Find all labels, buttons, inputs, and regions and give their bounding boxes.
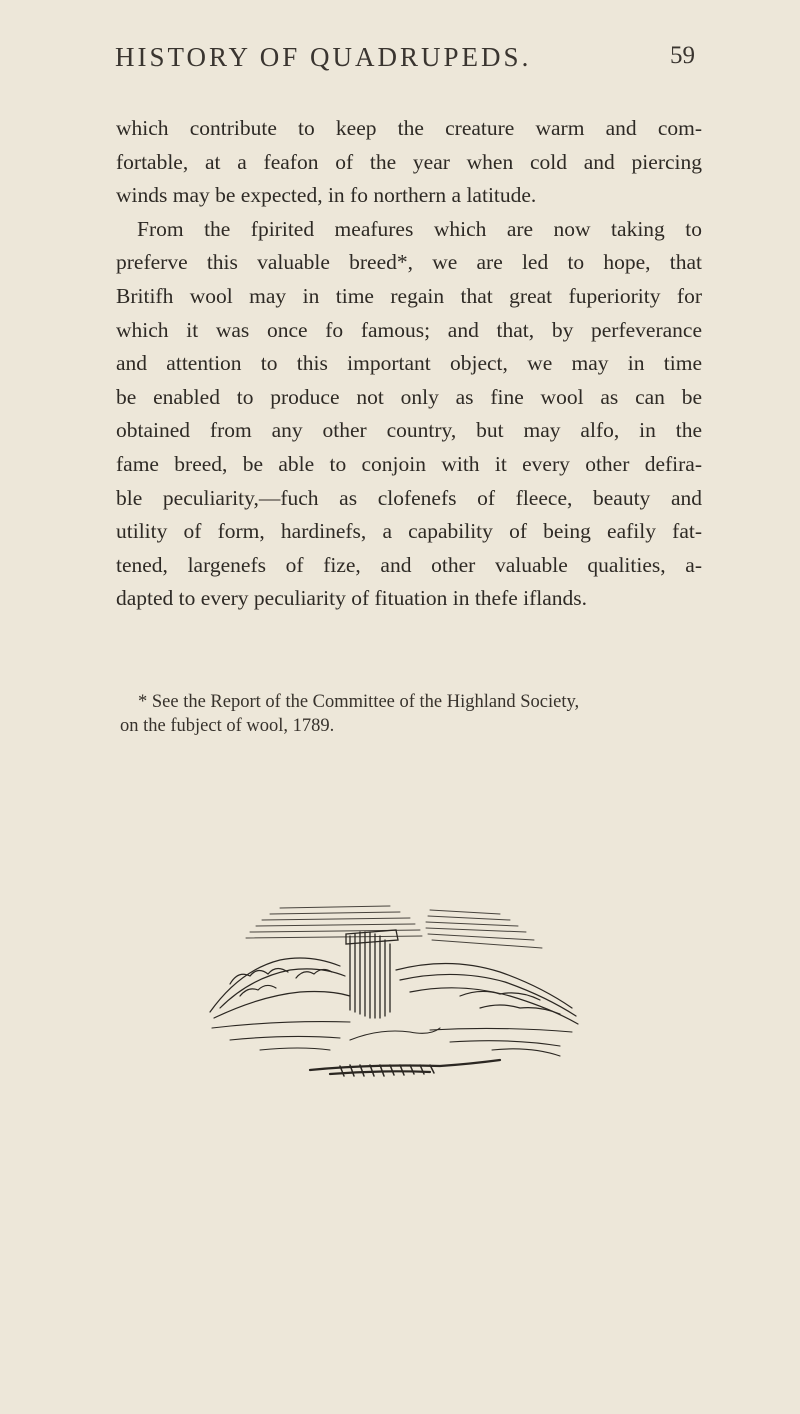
running-title: HISTORY OF QUADRUPEDS. bbox=[115, 42, 532, 72]
footnote-line: on the fubject of wool, 1789. bbox=[120, 716, 335, 736]
text-line: preferve this valuable breed*, we are led to hope, that bbox=[116, 250, 702, 275]
text-line: be enabled to produce not only as fine wool as can be bbox=[116, 384, 702, 409]
text-line: From the fpirited meafures which are now taking to bbox=[137, 216, 702, 241]
text-line: Britifh wool may in time regain that great fuperiority for bbox=[116, 283, 702, 308]
text-line: which it was once fo famous; and that, by perfeverance bbox=[116, 317, 702, 342]
body-text bbox=[116, 112, 702, 616]
text-line: winds may be expected, in fo northern a latitude. bbox=[116, 183, 537, 208]
text-line: ble peculiarity,—fuch as clofenefs of fleece, beauty and bbox=[116, 485, 702, 510]
text-line: obtained from any other country, but may alfo, in the bbox=[116, 418, 702, 443]
footnote bbox=[120, 690, 702, 738]
text-line: utility of form, hardinefs, a capability of being eafily fat- bbox=[116, 519, 702, 544]
text-line: fortable, at a feafon of the year when cold and piercing bbox=[116, 149, 702, 174]
footnote-line: * See the Report of the Committee of the Highland Society, bbox=[138, 692, 580, 712]
running-head bbox=[115, 42, 695, 82]
text-line: and attention to this important object, we may in time bbox=[116, 351, 702, 376]
text-line: tened, largenefs of fize, and other valuable qualities, a- bbox=[116, 552, 702, 577]
text-line: which contribute to keep the creature warm and com- bbox=[116, 116, 702, 140]
text-line: dapted to every peculiarity of fituation in thefe iflands. bbox=[116, 586, 588, 611]
text-line: fame breed, be able to conjoin with it every other defira- bbox=[116, 451, 702, 476]
page-number: 59 bbox=[670, 42, 695, 69]
engraved-vignette-illustration bbox=[200, 900, 600, 1080]
